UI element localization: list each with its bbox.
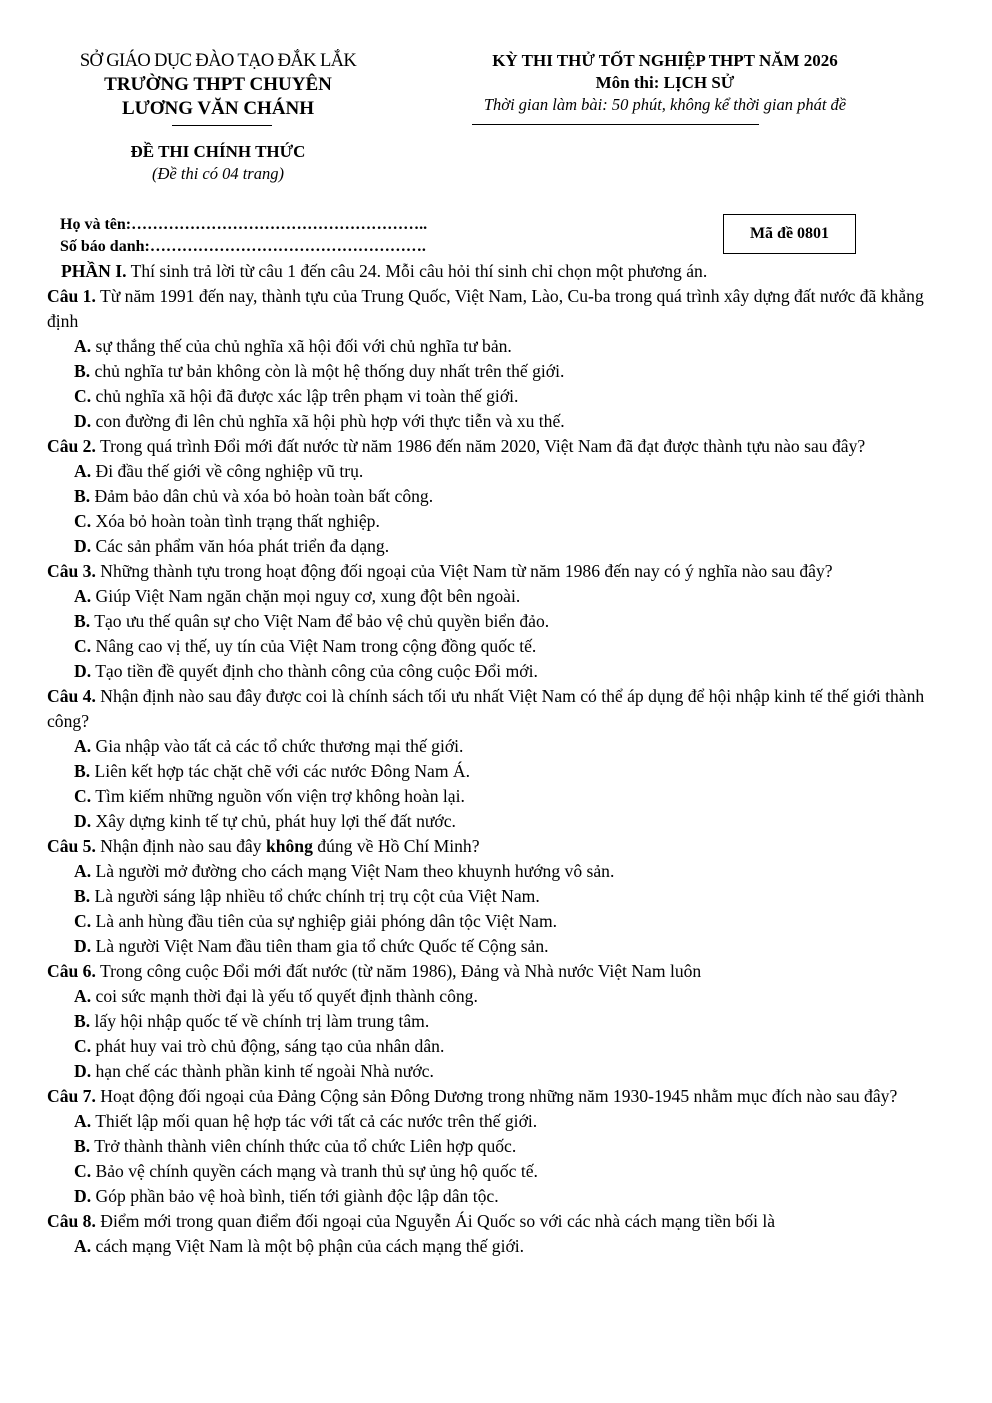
department-name: SỞ GIÁO DỤC ĐÀO TẠO ĐẮK LẮK	[79, 51, 357, 71]
option-d: D. Là người Việt Nam đầu tiên tham gia tổ chức Quốc tế Cộng sản.	[74, 936, 549, 956]
exam-code: Mã đề 0801	[749, 225, 830, 242]
option-a: A. Là người mở đường cho cách mạng Việt Nam theo khuynh hướng vô sản.	[74, 861, 615, 881]
question-text: Những thành tựu trong hoạt động đối ngoại của Việt Nam từ năm 1986 đến nay có ý nghĩa nào sau đây?	[95, 561, 833, 581]
option-d: D. hạn chế các thành phần kinh tế ngoài Nhà nước.	[74, 1061, 434, 1081]
question-label: Câu 3.	[47, 561, 96, 581]
part-text: Thí sinh trả lời từ câu 1 đến câu 24. Mỗi câu hỏi thí sinh chỉ chọn một phương án.	[126, 261, 708, 281]
question-text: Nhận định nào sau đây được coi là chính sách tối ưu nhất Việt Nam có thể áp dụng để hội nhập kinh tế thế giới thành công?	[47, 686, 925, 731]
option-d: D. con đường đi lên chủ nghĩa xã hội phù hợp với thực tiễn và xu thế.	[74, 411, 565, 431]
question-text: Trong công cuộc Đổi mới đất nước (từ năm 1986), Đảng và Nhà nước Việt Nam luôn	[95, 961, 702, 981]
option-b: B. chủ nghĩa tư bản không còn là một hệ thống duy nhất trên thế giới.	[74, 361, 565, 381]
question-text: Trong quá trình Đổi mới đất nước từ năm 1986 đến năm 2020, Việt Nam đã đạt được thành tựu nào sau đây?	[95, 436, 866, 456]
option-a: A. sự thắng thế của chủ nghĩa xã hội đối với chủ nghĩa tư bản.	[74, 336, 512, 356]
option-d: D. Góp phần bảo vệ hoà bình, tiến tới giành độc lập dân tộc.	[74, 1186, 499, 1206]
official-block	[40, 141, 396, 185]
question-text: Điểm mới trong quan điểm đối ngoại của Nguyễn Ái Quốc so với các nhà cách mạng tiền bối là	[95, 1211, 776, 1231]
exam-title: KỲ THI THỬ TỐT NGHIỆP THPT NĂM 2026	[492, 51, 838, 70]
option-c: C. Là anh hùng đầu tiên của sự nghiệp giải phóng dân tộc Việt Nam.	[74, 911, 558, 931]
candidate-id-field: Số báo danh:…………………………………………….	[60, 238, 426, 255]
question-6	[47, 959, 952, 1084]
part-label: PHẦN I.	[61, 261, 127, 281]
option-c: C. phát huy vai trò chủ động, sáng tạo của nhân dân.	[74, 1036, 445, 1056]
question-3	[47, 559, 952, 684]
exam-subject: Môn thi: LỊCH SỬ	[595, 73, 735, 92]
option-b: B. lấy hội nhập quốc tế về chính trị làm trung tâm.	[74, 1011, 430, 1031]
question-label: Câu 5.	[47, 836, 96, 856]
option-a: A. coi sức mạnh thời đại là yếu tố quyết định thành công.	[74, 986, 478, 1006]
option-c: C. chủ nghĩa xã hội đã được xác lập trên phạm vi toàn thế giới.	[74, 386, 519, 406]
option-a: A. Giúp Việt Nam ngăn chặn mọi nguy cơ, xung đột bên ngoài.	[74, 586, 521, 606]
option-d: D. Các sản phẩm văn hóa phát triển đa dạng.	[74, 536, 390, 556]
exam-time: Thời gian làm bài: 50 phút, không kể thời gian phát đề	[483, 95, 847, 114]
option-c: C. Tìm kiếm những nguồn vốn viện trợ không hoàn lại.	[74, 786, 465, 806]
school-name-line2: LƯƠNG VĂN CHÁNH	[121, 98, 315, 119]
option-c: C. Bảo vệ chính quyền cách mạng và tranh thủ sự ủng hộ quốc tế.	[74, 1161, 538, 1181]
question-label: Câu 2.	[47, 436, 96, 456]
option-a: A. Đi đầu thế giới về công nghiệp vũ trụ.	[74, 461, 364, 481]
question-text: Từ năm 1991 đến nay, thành tựu của Trung Quốc, Việt Nam, Lào, Cu-ba trong quá trình xây dựng đất nước đã khẳng định	[47, 286, 924, 331]
option-a: A. cách mạng Việt Nam là một bộ phận của cách mạng thế giới.	[74, 1236, 525, 1256]
option-a: A. Thiết lập mối quan hệ hợp tác với tất cả các nước trên thế giới.	[74, 1111, 538, 1131]
option-b: B. Đảm bảo dân chủ và xóa bỏ hoàn toàn bất công.	[74, 486, 434, 506]
exam-header	[430, 50, 900, 116]
exam-code-box	[723, 214, 856, 254]
page-count: (Đề thi có 04 trang)	[152, 164, 284, 183]
question-2	[47, 434, 952, 559]
option-c: C. Xóa bỏ hoàn toàn tình trạng thất nghiệp.	[74, 511, 380, 531]
part-instruction	[47, 259, 952, 284]
option-d: D. Xây dựng kinh tế tự chủ, phát huy lợi thế đất nước.	[74, 811, 456, 831]
question-1	[47, 284, 952, 434]
school-header	[40, 50, 396, 121]
question-label: Câu 7.	[47, 1086, 96, 1106]
question-text: Hoạt động đối ngoại của Đảng Cộng sản Đông Dương trong những năm 1930-1945 nhằm mục đích nào sau đây?	[95, 1086, 898, 1106]
candidate-info	[60, 214, 427, 258]
emphasis-not: không	[265, 836, 313, 856]
option-a: A. Gia nhập vào tất cả các tổ chức thương mại thế giới.	[74, 736, 464, 756]
exam-body	[47, 259, 952, 1259]
option-b: B. Liên kết hợp tác chặt chẽ với các nước Đông Nam Á.	[74, 761, 471, 781]
option-b: B. Tạo ưu thế quân sự cho Việt Nam để bảo vệ chủ quyền biển đảo.	[74, 611, 550, 631]
question-8	[47, 1209, 952, 1259]
option-c: C. Nâng cao vị thế, uy tín của Việt Nam trong cộng đồng quốc tế.	[74, 636, 537, 656]
question-4	[47, 684, 952, 834]
question-5: Câu 5. Nhận định nào sau đây không đúng về Hồ Chí Minh? A. Là người mở đường cho cách mạng Việt Nam theo khuynh hướng vô sản. B. Là người sáng lập nhiều tổ chức chính trị trụ cột của Việt Nam. C. Là anh hùng đầu tiên của sự nghiệp giải phóng dân tộc Việt Nam. D. Là người Việt Nam đầu tiên tham gia tổ chức Quốc tế Cộng sản.	[47, 834, 952, 959]
option-b: B. Là người sáng lập nhiều tổ chức chính trị trụ cột của Việt Nam.	[74, 886, 540, 906]
candidate-name-field: Họ và tên:………………………………………………..	[60, 216, 428, 233]
exam-underline	[472, 124, 759, 125]
question-7	[47, 1084, 952, 1209]
official-label: ĐỀ THI CHÍNH THỨC	[130, 142, 306, 161]
question-label: Câu 6.	[47, 961, 96, 981]
option-b: B. Trở thành thành viên chính thức của tổ chức Liên hợp quốc.	[74, 1136, 517, 1156]
question-label: Câu 4.	[47, 686, 96, 706]
question-label: Câu 8.	[47, 1211, 96, 1231]
school-name-line1: TRƯỜNG THPT CHUYÊN	[104, 74, 332, 95]
school-underline	[172, 125, 272, 126]
option-d: D. Tạo tiền đề quyết định cho thành công của công cuộc Đổi mới.	[74, 661, 538, 681]
question-label: Câu 1.	[47, 286, 96, 306]
